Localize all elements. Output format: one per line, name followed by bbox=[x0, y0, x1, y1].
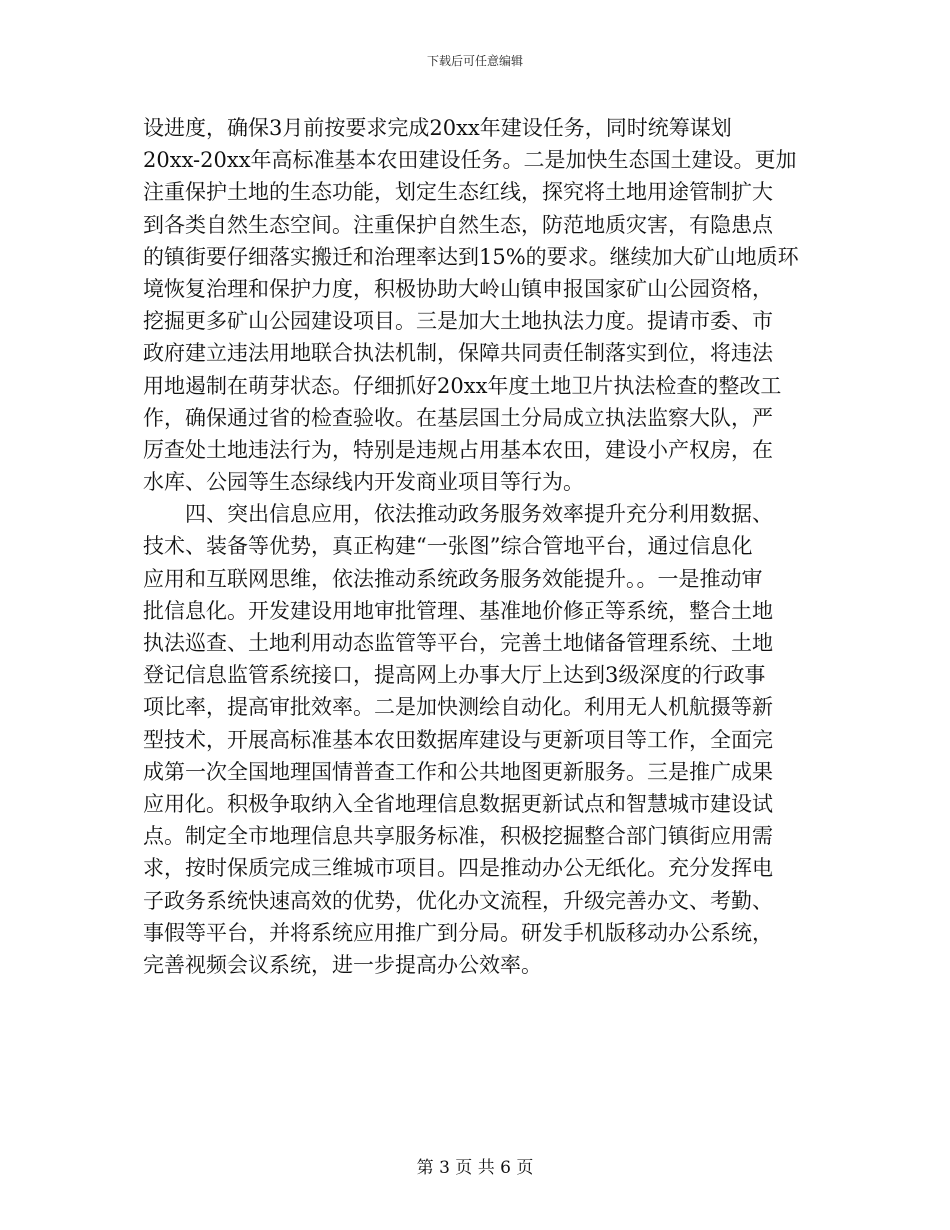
text-line: 境恢复治理和保护力度，积极协助大岭山镇申报国家矿山公园资格， bbox=[143, 276, 773, 301]
page-header: 下载后可任意编辑 bbox=[426, 54, 523, 68]
text-line: 成第一次全国地理国情普查工作和公共地图更新服务。三是推广成果 bbox=[143, 759, 773, 784]
text-line: 点。制定全市地理信息共享服务标准，积极挖掘整合部门镇街应用需 bbox=[143, 824, 773, 849]
text-line: 挖掘更多矿山公园建设项目。三是加大土地执法力度。提请市委、市 bbox=[143, 309, 773, 334]
text-line: 完善视频会议系统，进一步提高办公效率。 bbox=[143, 952, 542, 977]
text-line: 到各类自然生态空间。注重保护自然生态，防范地质灾害，有隐患点 bbox=[143, 212, 773, 237]
text-line: 注重保护土地的生态功能，划定生态红线，探究将土地用途管制扩大 bbox=[143, 180, 773, 205]
text-line: 事假等平台，并将系统应用推广到分局。研发手机版移动办公系统， bbox=[143, 920, 773, 945]
text-line: 应用和互联网思维，依法推动系统政务服务效能提升。。一是推动审 bbox=[143, 566, 763, 591]
text-line: 厉查处土地违法行为，特别是违规占用基本农田，建设小产权房，在 bbox=[143, 437, 773, 462]
document-body bbox=[143, 112, 823, 981]
text-line: 政府建立违法用地联合执法机制，保障共同责任制落实到位，将违法 bbox=[143, 341, 773, 366]
text-line: 作，确保通过省的检查验收。在基层国土分局成立执法监察大队，严 bbox=[143, 405, 773, 430]
page-footer: 第 3 页 共 6 页 bbox=[416, 1158, 534, 1178]
text-line: 求，按时保质完成三维城市项目。四是推动办公无纸化。充分发挥电 bbox=[143, 856, 773, 881]
text-line: 20xx-20xx年高标准基本农田建设任务。二是加快生态国土建设。更加 bbox=[143, 148, 797, 173]
text-line: 执法巡查、土地利用动态监管等平台，完善土地储备管理系统、土地 bbox=[143, 631, 773, 655]
text-line: 设进度，确保3月前按要求完成20xx年建设任务，同时统筹谋划 bbox=[143, 116, 732, 140]
text-line: 型技术，开展高标准基本农田数据库建设与更新项目等工作，全面完 bbox=[143, 727, 773, 752]
text-line: 应用化。积极争取纳入全省地理信息数据更新试点和智慧城市建设试 bbox=[143, 791, 773, 816]
text-line: 登记信息监管系统接口，提高网上办事大厅上达到3级深度的行政事 bbox=[143, 663, 766, 688]
text-line: 项比率，提高审批效率。二是加快测绘自动化。利用无人机航摄等新 bbox=[143, 695, 773, 720]
text-line: 水库、公园等生态绿线内开发商业项目等行为。 bbox=[143, 470, 584, 495]
text-line: 的镇街要仔细落实搬迁和治理率达到15%的要求。继续加大矿山地质环 bbox=[143, 244, 799, 269]
text-line: 子政务系统快速高效的优势，优化办文流程，升级完善办文、考勤、 bbox=[143, 888, 773, 913]
text-line: 用地遏制在萌芽状态。仔细抓好20xx年度土地卫片执法检查的整改工 bbox=[143, 373, 782, 398]
text-line: 四、突出信息应用，依法推动政务服务效率提升充分利用数据、 bbox=[143, 502, 773, 527]
text-line: 批信息化。开发建设用地审批管理、基准地价修正等系统，整合土地 bbox=[143, 598, 773, 623]
text-line: 技术、装备等优势，真正构建“一张图”综合管地平台，通过信息化 bbox=[143, 534, 753, 559]
